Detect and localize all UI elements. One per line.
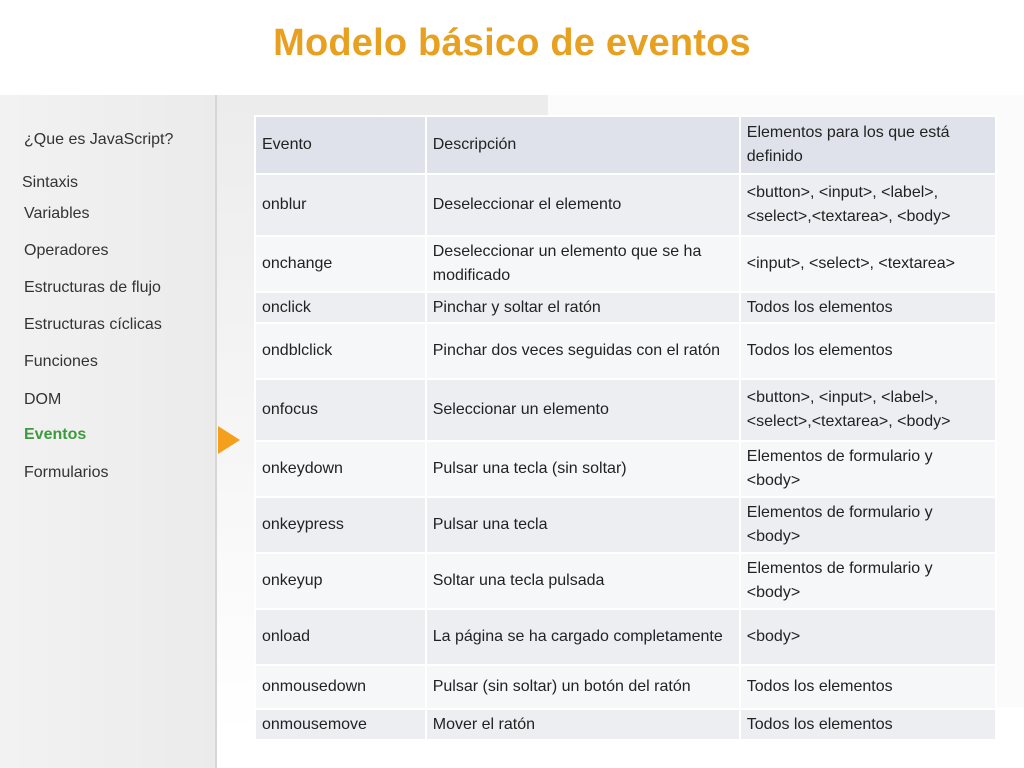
cell-description: Pinchar dos veces seguidas con el ratón <box>426 323 740 379</box>
table-row <box>255 497 996 553</box>
cell-event: onkeydown <box>255 441 426 497</box>
cell-event: onblur <box>255 174 426 236</box>
header-evento: Evento <box>255 116 426 174</box>
header-elementos: Elementos para los que está definido <box>740 116 996 174</box>
table-row <box>255 379 996 441</box>
cell-event: onkeypress <box>255 497 426 553</box>
cell-description: Mover el ratón <box>426 709 740 740</box>
cell-elements: <body> <box>740 609 996 665</box>
cell-description: La página se ha cargado completamente <box>426 609 740 665</box>
cell-elements: <input>, <select>, <textarea> <box>740 236 996 292</box>
cell-event: onfocus <box>255 379 426 441</box>
table-row <box>255 609 996 665</box>
cell-event: onmousemove <box>255 709 426 740</box>
cell-description: Seleccionar un elemento <box>426 379 740 441</box>
cell-elements: <button>, <input>, <label>, <select>,<textarea>, <body> <box>740 379 996 441</box>
cell-description: Deseleccionar el elemento <box>426 174 740 236</box>
table-row <box>255 323 996 379</box>
cell-description: Pulsar una tecla <box>426 497 740 553</box>
table-row <box>255 292 996 323</box>
sidebar-item-estructuras-ciclicas[interactable]: Estructuras cíclicas <box>24 316 162 333</box>
table-row <box>255 236 996 292</box>
cell-event: ondblclick <box>255 323 426 379</box>
sidebar-item-dom[interactable]: DOM <box>24 391 62 408</box>
sidebar-item-sintaxis[interactable]: Sintaxis <box>22 174 79 191</box>
header-descripcion: Descripción <box>426 116 740 174</box>
active-section-arrow-icon <box>218 426 240 454</box>
events-table <box>254 115 997 741</box>
sidebar-item-variables[interactable]: Variables <box>24 205 90 222</box>
sidebar-item-funciones[interactable]: Funciones <box>24 353 98 370</box>
table-header-row <box>255 116 996 174</box>
cell-event: onkeyup <box>255 553 426 609</box>
cell-description: Deseleccionar un elemento que se ha modificado <box>426 236 740 292</box>
table-row <box>255 665 996 709</box>
cell-elements: Elementos de formulario y <body> <box>740 441 996 497</box>
cell-elements: <button>, <input>, <label>, <select>,<textarea>, <body> <box>740 174 996 236</box>
cell-elements: Elementos de formulario y <body> <box>740 497 996 553</box>
cell-elements: Todos los elementos <box>740 709 996 740</box>
cell-description: Soltar una tecla pulsada <box>426 553 740 609</box>
table-row <box>255 553 996 609</box>
table-row <box>255 441 996 497</box>
sidebar-item-que-es-javascript[interactable]: ¿Que es JavaScript? <box>24 131 174 148</box>
sidebar-item-estructuras-de-flujo[interactable]: Estructuras de flujo <box>24 279 161 296</box>
cell-description: Pulsar (sin soltar) un botón del ratón <box>426 665 740 709</box>
cell-elements: Todos los elementos <box>740 323 996 379</box>
cell-elements: Todos los elementos <box>740 292 996 323</box>
cell-event: onmousedown <box>255 665 426 709</box>
cell-elements: Todos los elementos <box>740 665 996 709</box>
cell-event: onclick <box>255 292 426 323</box>
page-title: Modelo básico de eventos <box>273 22 751 64</box>
table-row <box>255 709 996 740</box>
sidebar-item-operadores[interactable]: Operadores <box>24 242 109 259</box>
cell-description: Pinchar y soltar el ratón <box>426 292 740 323</box>
cell-event: onchange <box>255 236 426 292</box>
sidebar-nav <box>0 95 217 768</box>
cell-event: onload <box>255 609 426 665</box>
sidebar-item-eventos[interactable]: Eventos <box>24 426 87 443</box>
cell-elements: Elementos de formulario y <body> <box>740 553 996 609</box>
sidebar-item-formularios[interactable]: Formularios <box>24 464 109 481</box>
table-row <box>255 174 996 236</box>
cell-description: Pulsar una tecla (sin soltar) <box>426 441 740 497</box>
